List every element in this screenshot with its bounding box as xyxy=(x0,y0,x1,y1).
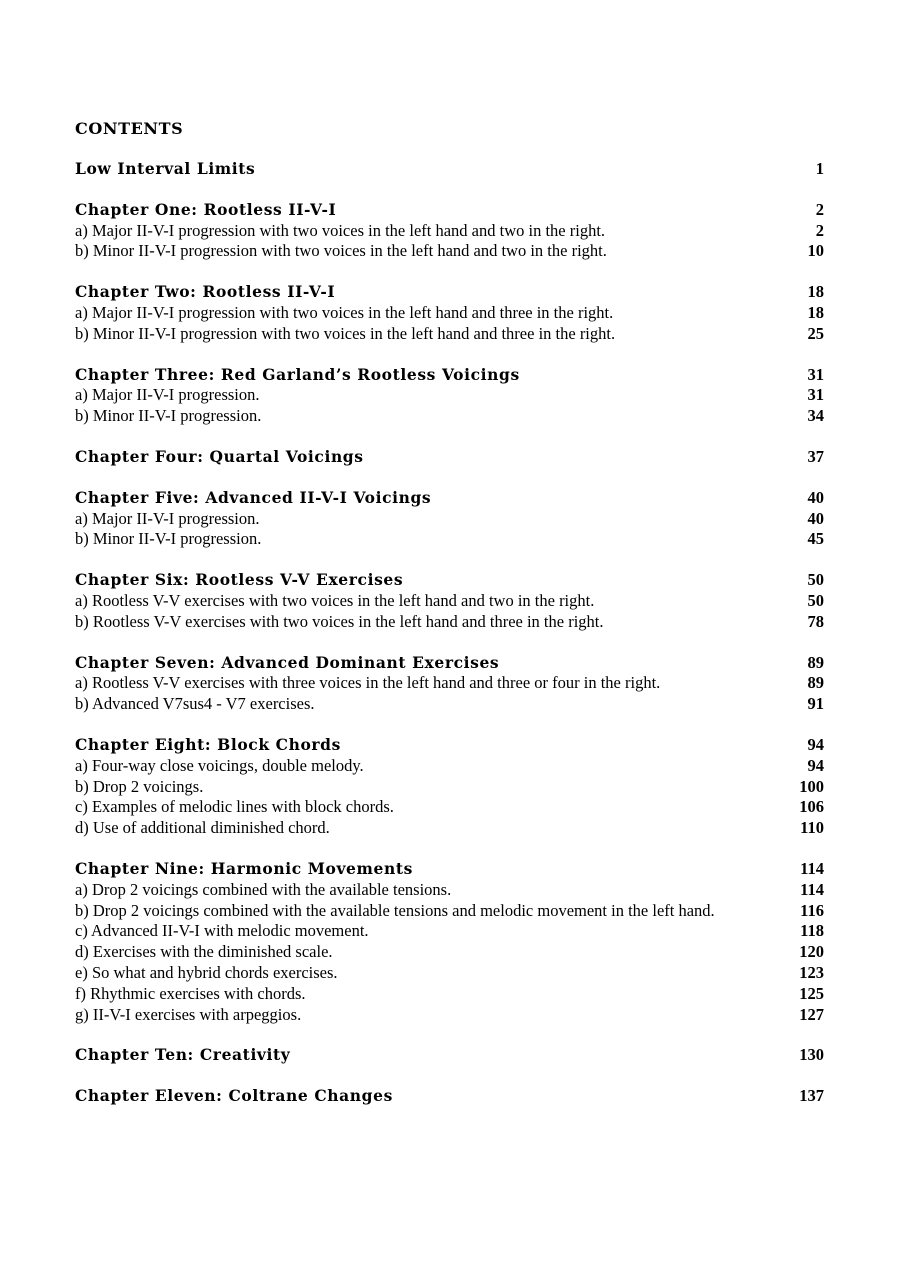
toc-section xyxy=(75,859,824,1025)
toc-entry-text: b) Minor II-V-I progression with two voices in the left hand and two in the right. xyxy=(75,241,607,261)
toc-section xyxy=(75,488,824,550)
chapter-heading xyxy=(75,447,824,468)
toc-entry xyxy=(75,385,824,406)
toc-entry-text: d) Use of additional diminished chord. xyxy=(75,818,330,838)
toc-entry xyxy=(75,777,824,798)
toc-section xyxy=(75,365,824,427)
page-number: 123 xyxy=(799,962,824,982)
chapter-heading-text: Low Interval Limits xyxy=(75,159,256,178)
toc-entry-text: a) Major II-V-I progression with two voices in the left hand and three in the right. xyxy=(75,302,614,322)
page-number: 114 xyxy=(800,879,824,899)
toc-entry xyxy=(75,612,824,633)
toc-sections xyxy=(75,159,824,1107)
page-number: 78 xyxy=(807,611,824,631)
toc-entry-text: a) Major II-V-I progression with two voices in the left hand and two in the right. xyxy=(75,220,606,240)
toc-entry-text: b) Rootless V-V exercises with two voices in the left hand and three in the right. xyxy=(75,611,604,631)
chapter-heading xyxy=(75,488,824,509)
toc-entry xyxy=(75,324,824,345)
toc-entry xyxy=(75,1005,824,1026)
page-number: 110 xyxy=(800,818,824,838)
page-number: 10 xyxy=(807,241,824,261)
toc-entry xyxy=(75,221,824,242)
toc-section xyxy=(75,1045,824,1066)
page-number: 137 xyxy=(799,1086,824,1106)
chapter-heading xyxy=(75,1045,824,1066)
page-number: 130 xyxy=(799,1045,824,1065)
toc-entry xyxy=(75,880,824,901)
toc-entry xyxy=(75,529,824,550)
chapter-heading xyxy=(75,365,824,386)
toc-section xyxy=(75,653,824,715)
toc-entry xyxy=(75,984,824,1005)
toc-entry xyxy=(75,797,824,818)
page-number: 34 xyxy=(807,406,824,426)
toc-entry xyxy=(75,901,824,922)
page-number: 120 xyxy=(799,942,824,962)
toc-entry xyxy=(75,963,824,984)
chapter-heading xyxy=(75,159,824,180)
toc-entry-text: b) Minor II-V-I progression. xyxy=(75,406,262,426)
toc-entry xyxy=(75,591,824,612)
toc-entry xyxy=(75,694,824,715)
table-of-contents xyxy=(75,118,824,1127)
toc-entry-text: c) Examples of melodic lines with block chords. xyxy=(75,797,394,817)
chapter-heading xyxy=(75,282,824,303)
chapter-heading-text: Chapter Seven: Advanced Dominant Exercises xyxy=(75,652,500,672)
page-number: 91 xyxy=(807,694,824,714)
page-number: 89 xyxy=(807,652,824,672)
toc-section xyxy=(75,1086,824,1107)
page-number: 31 xyxy=(807,364,824,384)
page-number: 18 xyxy=(807,282,824,302)
page-number: 50 xyxy=(807,590,824,610)
page-number: 2 xyxy=(815,220,824,240)
page-number: 127 xyxy=(799,1004,824,1024)
page-number: 94 xyxy=(807,734,824,754)
toc-entry xyxy=(75,921,824,942)
page-number: 125 xyxy=(799,983,824,1003)
toc-entry-text: a) Rootless V-V exercises with two voices in the left hand and two in the right. xyxy=(75,590,595,610)
page-number: 89 xyxy=(807,673,824,693)
chapter-heading xyxy=(75,570,824,591)
toc-entry-text: b) Minor II-V-I progression. xyxy=(75,529,262,549)
page-number: 40 xyxy=(807,487,824,507)
chapter-heading-text: Chapter Two: Rootless II-V-I xyxy=(75,282,336,302)
chapter-heading-text: Chapter Six: Rootless V-V Exercises xyxy=(75,570,404,590)
toc-entry xyxy=(75,241,824,262)
toc-section xyxy=(75,570,824,632)
toc-entry xyxy=(75,673,824,694)
toc-entry-text: e) So what and hybrid chords exercises. xyxy=(75,962,338,982)
chapter-heading-text: Chapter Four: Quartal Voicings xyxy=(75,446,364,466)
page-number: 45 xyxy=(807,529,824,549)
chapter-heading-text: Chapter Eleven: Coltrane Changes xyxy=(75,1086,393,1106)
toc-entry-text: c) Advanced II-V-I with melodic movement. xyxy=(75,921,369,941)
chapter-heading-text: Chapter Three: Red Garland’s Rootless Voicings xyxy=(75,364,520,384)
page-number: 40 xyxy=(807,508,824,528)
toc-entry-text: a) Four-way close voicings, double melody. xyxy=(75,755,364,775)
toc-entry-text: a) Rootless V-V exercises with three voices in the left hand and three or four in the right. xyxy=(75,673,661,693)
page-number: 37 xyxy=(807,446,824,466)
page-number: 1 xyxy=(815,159,824,178)
chapter-heading-text: Chapter Ten: Creativity xyxy=(75,1045,291,1065)
page-number: 114 xyxy=(800,858,824,878)
page-number: 25 xyxy=(807,323,824,343)
page-number: 116 xyxy=(800,900,824,920)
chapter-heading-text: Chapter Five: Advanced II-V-I Voicings xyxy=(75,487,432,507)
toc-entry-text: b) Drop 2 voicings. xyxy=(75,776,204,796)
toc-entry-text: g) II-V-I exercises with arpeggios. xyxy=(75,1004,302,1024)
chapter-heading xyxy=(75,200,824,221)
toc-section xyxy=(75,159,824,180)
toc-entry-text: b) Minor II-V-I progression with two voices in the left hand and three in the right. xyxy=(75,323,616,343)
chapter-heading xyxy=(75,859,824,880)
chapter-heading xyxy=(75,735,824,756)
toc-entry xyxy=(75,509,824,530)
toc-entry xyxy=(75,303,824,324)
page-number: 2 xyxy=(815,199,824,219)
page-number: 106 xyxy=(799,797,824,817)
toc-entry-text: d) Exercises with the diminished scale. xyxy=(75,942,333,962)
toc-entry-text: f) Rhythmic exercises with chords. xyxy=(75,983,306,1003)
chapter-heading-text: Chapter One: Rootless II-V-I xyxy=(75,199,337,219)
toc-entry-text: a) Major II-V-I progression. xyxy=(75,385,260,405)
toc-section xyxy=(75,447,824,468)
toc-entry xyxy=(75,942,824,963)
toc-entry-text: b) Drop 2 voicings combined with the available tensions and melodic movement in the left hand. xyxy=(75,900,715,920)
page-number: 118 xyxy=(800,921,824,941)
toc-section xyxy=(75,735,824,839)
toc-entry-text: a) Drop 2 voicings combined with the available tensions. xyxy=(75,879,452,899)
chapter-heading-text: Chapter Nine: Harmonic Movements xyxy=(75,858,413,878)
page-number: 18 xyxy=(807,302,824,322)
toc-entry xyxy=(75,406,824,427)
page-number: 50 xyxy=(807,570,824,590)
toc-entry xyxy=(75,818,824,839)
toc-section xyxy=(75,200,824,262)
contents-title: CONTENTS xyxy=(75,119,184,138)
page-number: 31 xyxy=(807,385,824,405)
chapter-heading xyxy=(75,1086,824,1107)
toc-entry-text: a) Major II-V-I progression. xyxy=(75,508,260,528)
page-number: 94 xyxy=(807,755,824,775)
toc-section xyxy=(75,282,824,344)
chapter-heading xyxy=(75,653,824,674)
chapter-heading-text: Chapter Eight: Block Chords xyxy=(75,734,341,754)
toc-entry xyxy=(75,756,824,777)
toc-entry-text: b) Advanced V7sus4 - V7 exercises. xyxy=(75,694,315,714)
page-number: 100 xyxy=(799,776,824,796)
